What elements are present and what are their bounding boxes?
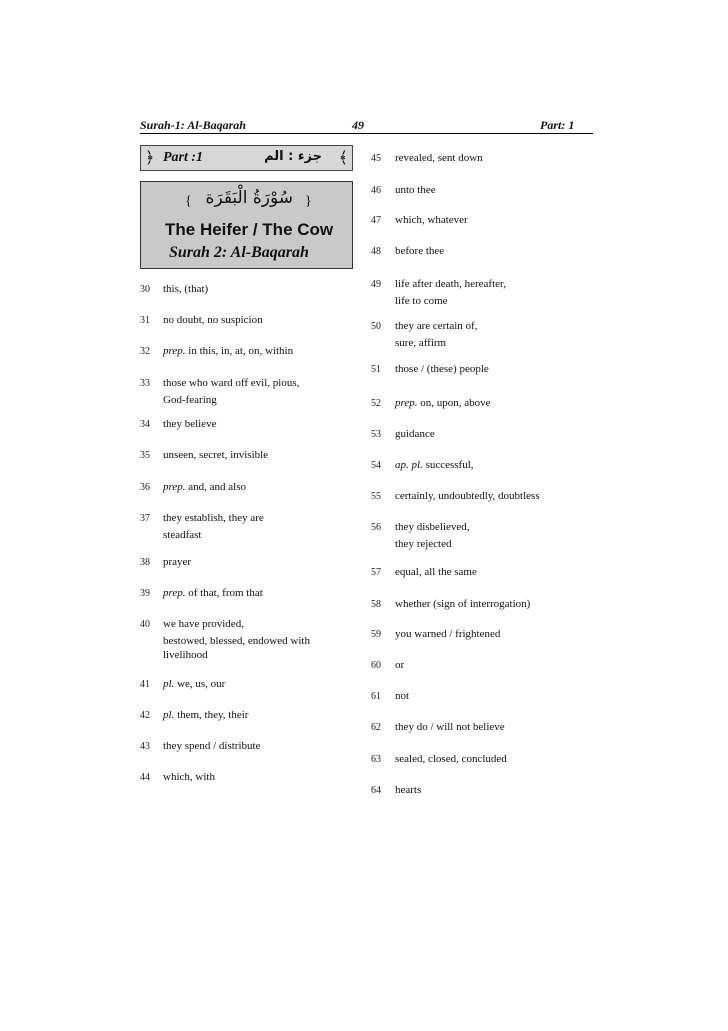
entry-number: 44 xyxy=(140,772,150,783)
meaning-continuation: livelihood xyxy=(163,649,208,661)
part-label: Part :1 xyxy=(163,150,204,165)
entry-meaning xyxy=(163,283,208,295)
entry-meaning xyxy=(163,740,260,752)
entry-number: 60 xyxy=(371,660,381,671)
entry-meaning xyxy=(395,521,470,533)
entry-number: 37 xyxy=(140,513,150,524)
entry-number: 49 xyxy=(371,279,381,290)
entry-meaning xyxy=(395,490,540,502)
entry-meaning xyxy=(395,428,435,440)
entry-number: 58 xyxy=(371,599,381,610)
meaning-text: and, and also xyxy=(188,481,246,493)
grammar-tag: prep. xyxy=(163,481,186,493)
entry-meaning xyxy=(395,721,505,733)
entry-meaning xyxy=(163,771,215,783)
grammar-tag: prep. xyxy=(395,397,418,409)
entry-meaning xyxy=(163,587,263,599)
entry-number: 45 xyxy=(371,153,381,164)
header-rule xyxy=(140,133,593,134)
surah-english-title: The Heifer / The Cow xyxy=(165,220,334,239)
entry-meaning xyxy=(163,377,299,389)
entry-number: 41 xyxy=(140,679,150,690)
grammar-tag: pl. xyxy=(163,709,175,721)
meaning-text: they believe xyxy=(163,418,217,430)
entry-number: 42 xyxy=(140,710,150,721)
entry-number: 64 xyxy=(371,785,381,796)
meaning-text: which, whatever xyxy=(395,214,468,226)
entry-number: 31 xyxy=(140,315,150,326)
entry-meaning xyxy=(395,459,474,471)
meaning-continuation: they rejected xyxy=(395,538,452,550)
meaning-text: life after death, hereafter, xyxy=(395,278,507,290)
page-number: 49 xyxy=(352,118,364,132)
meaning-text: those who ward off evil, pious, xyxy=(163,377,300,389)
entry-number: 63 xyxy=(371,754,381,765)
meaning-text: no doubt, no suspicion xyxy=(163,314,263,326)
entry-number: 34 xyxy=(140,419,150,430)
entry-meaning xyxy=(395,245,444,257)
entry-meaning xyxy=(395,784,421,796)
entry-meaning xyxy=(395,320,477,332)
meaning-text: not xyxy=(395,690,410,702)
meaning-text: them, they, their xyxy=(177,709,249,721)
entry-number: 55 xyxy=(371,491,381,502)
ornament-left: ﴿ xyxy=(145,150,155,167)
bracket-right: } xyxy=(305,194,312,209)
meaning-text: we have provided, xyxy=(163,618,244,630)
meaning-text: or xyxy=(395,659,405,671)
meaning-text: you warned / frightened xyxy=(395,628,501,640)
bracket-left: { xyxy=(185,194,192,209)
entry-number: 48 xyxy=(371,246,381,257)
meaning-text: equal, all the same xyxy=(395,566,477,578)
surah-arabic-name: سُوْرَةُ الْبَقَرَة xyxy=(205,188,293,208)
grammar-tag: prep. xyxy=(163,587,186,599)
entry-number: 53 xyxy=(371,429,381,440)
entry-number: 39 xyxy=(140,588,150,599)
entry-number: 54 xyxy=(371,460,381,471)
running-head-surah: Surah-1: Al-Baqarah xyxy=(140,118,246,132)
surah-title-box xyxy=(140,181,353,269)
entry-meaning xyxy=(163,314,263,326)
grammar-tag: prep. xyxy=(163,345,186,357)
entry-number: 33 xyxy=(140,378,150,389)
entry-meaning xyxy=(163,678,225,690)
entry-meaning xyxy=(163,481,246,493)
entry-meaning xyxy=(395,628,500,640)
meaning-text: guidance xyxy=(395,428,435,440)
entry-number: 56 xyxy=(371,522,381,533)
meaning-text: successful, xyxy=(425,459,474,471)
entry-meaning xyxy=(395,690,409,702)
entry-meaning xyxy=(163,556,191,568)
meaning-text: unto thee xyxy=(395,184,436,196)
meaning-continuation: sure, affirm xyxy=(395,337,447,349)
entry-meaning xyxy=(395,184,436,196)
surah-subtitle: Surah 2: Al-Baqarah xyxy=(169,244,309,261)
meaning-continuation: steadfast xyxy=(163,529,202,541)
meaning-text: those / (these) people xyxy=(395,363,489,375)
meaning-text: hearts xyxy=(395,784,422,796)
entry-number: 52 xyxy=(371,398,381,409)
meaning-text: whether (sign of interrogation) xyxy=(395,598,531,610)
entry-meaning xyxy=(395,598,530,610)
entry-meaning xyxy=(163,512,264,524)
meaning-text: revealed, sent down xyxy=(395,152,483,164)
entry-meaning xyxy=(395,363,489,375)
meaning-text: they spend / distribute xyxy=(163,740,261,752)
entry-meaning xyxy=(395,397,491,409)
meaning-continuation: God-fearing xyxy=(163,394,217,406)
entry-number: 50 xyxy=(371,321,381,332)
entry-meaning xyxy=(395,659,404,671)
meaning-text: on, upon, above xyxy=(420,397,491,409)
meaning-text: they establish, they are xyxy=(163,512,264,524)
entry-number: 30 xyxy=(140,284,150,295)
running-head-part: Part: 1 xyxy=(540,118,575,132)
entry-meaning xyxy=(163,449,268,461)
meaning-text: they disbelieved, xyxy=(395,521,470,533)
grammar-tag: ap. pl. xyxy=(395,459,423,471)
entry-meaning xyxy=(395,753,507,765)
meaning-text: we, us, our xyxy=(177,678,226,690)
meaning-text: unseen, secret, invisible xyxy=(163,449,269,461)
entry-number: 43 xyxy=(140,741,150,752)
entry-number: 47 xyxy=(371,215,381,226)
meaning-text: of that, from that xyxy=(188,587,263,599)
entry-meaning xyxy=(395,152,483,164)
entry-meaning xyxy=(163,345,293,357)
entry-number: 38 xyxy=(140,557,150,568)
meaning-text: sealed, closed, concluded xyxy=(395,753,507,765)
entry-number: 57 xyxy=(371,567,381,578)
entry-number: 46 xyxy=(371,185,381,196)
entry-number: 51 xyxy=(371,364,381,375)
entry-number: 40 xyxy=(140,619,150,630)
entry-meaning xyxy=(163,418,216,430)
part-box xyxy=(140,145,353,171)
ornament-right: ﴾ xyxy=(338,150,348,167)
entry-number: 61 xyxy=(371,691,381,702)
meaning-text: prayer xyxy=(163,556,192,568)
entry-number: 59 xyxy=(371,629,381,640)
entry-meaning xyxy=(163,709,248,721)
entry-meaning xyxy=(163,618,244,630)
meaning-text: certainly, undoubtedly, doubtless xyxy=(395,490,540,502)
entry-number: 36 xyxy=(140,482,150,493)
grammar-tag: pl. xyxy=(163,678,175,690)
entry-meaning xyxy=(395,278,506,290)
meaning-text: this, (that) xyxy=(163,283,209,295)
meaning-text: in this, in, at, on, within xyxy=(188,345,294,357)
entry-meaning xyxy=(395,214,468,226)
meaning-continuation: life to come xyxy=(395,295,448,307)
meaning-continuation: bestowed, blessed, endowed with xyxy=(163,635,310,647)
meaning-text: they are certain of, xyxy=(395,320,478,332)
meaning-text: which, with xyxy=(163,771,215,783)
entry-number: 62 xyxy=(371,722,381,733)
part-arabic: جزء : الم xyxy=(264,149,322,164)
entry-number: 35 xyxy=(140,450,150,461)
meaning-text: before thee xyxy=(395,245,445,257)
entry-meaning xyxy=(395,566,477,578)
meaning-text: they do / will not believe xyxy=(395,721,505,733)
entry-number: 32 xyxy=(140,346,150,357)
